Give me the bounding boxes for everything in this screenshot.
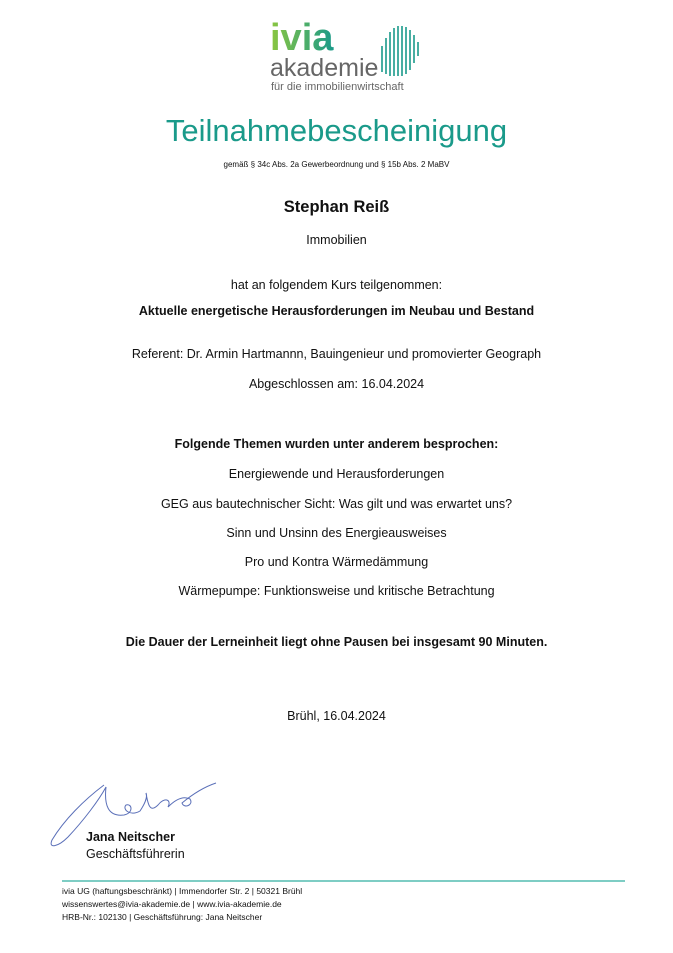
legal-basis: gemäß § 34c Abs. 2a Gewerbeordnung und § 15b Abs. 2 MaBV [223,160,450,169]
participant-name: Stephan Reiß [283,198,390,216]
logo-tagline: für die immobilienwirtschaft [271,81,404,93]
footer-divider [62,880,625,882]
topic-item: Wärmepumpe: Funktionsweise und kritische Betrachtung [178,584,495,598]
duration-note: Die Dauer der Lerneinheit liegt ohne Pausen bei insgesamt 90 Minuten. [125,635,548,649]
course-title: Aktuelle energetische Herausforderungen im Neubau und Bestand [138,304,535,318]
topic-item: Pro und Kontra Wärmedämmung [244,555,429,569]
topics-heading: Folgende Themen wurden unter anderem besprochen: [174,437,499,451]
topic-item: Sinn und Unsinn des Energieausweises [226,526,447,540]
topic-item: Energiewende und Herausforderungen [228,467,445,481]
intro-text: hat an folgendem Kurs teilgenommen: [230,278,443,292]
logo-brand: ivia [270,18,334,59]
footer-registry: HRB-Nr.: 102130 | Geschäftsführung: Jana Neitscher [62,912,263,922]
topic-item: GEG aus bautechnischer Sicht: Was gilt und was erwartet uns? [160,497,513,511]
signatory-title: Geschäftsführerin [86,847,185,861]
footer-address: ivia UG (haftungsbeschränkt) | Immendorfer Str. 2 | 50321 Brühl [62,886,303,896]
speaker: Referent: Dr. Armin Hartmannn, Bauingenieur und promovierter Geograph [131,347,542,361]
completion-date: Abgeschlossen am: 16.04.2024 [248,377,425,391]
logo-akademie: akademie [270,54,379,82]
ivia-akademie-logo [262,18,432,94]
signatory-name: Jana Neitscher [86,830,175,844]
place-date: Brühl, 16.04.2024 [287,709,386,723]
certificate-title: Teilnahmebescheinigung [165,113,508,148]
participant-role: Immobilien [306,233,367,247]
footer-contact: wissenswertes@ivia-akademie.de | www.ivia-akademie.de [62,899,282,909]
